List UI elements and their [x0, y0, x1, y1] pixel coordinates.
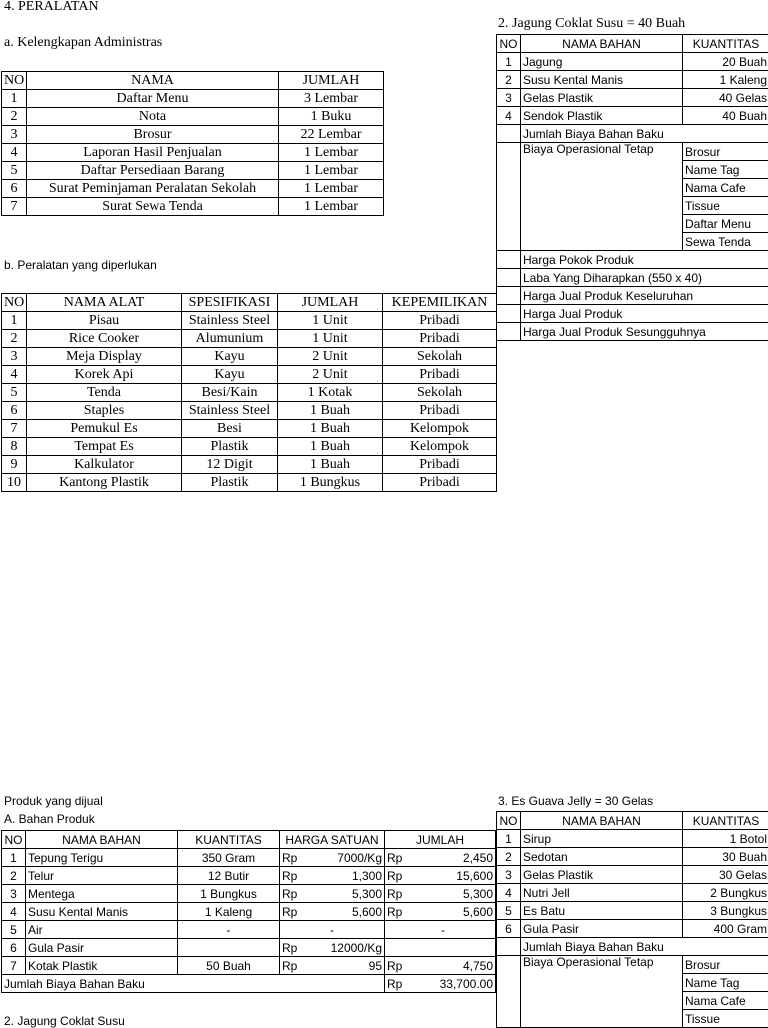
- jagung-biaya-row: [497, 143, 768, 161]
- jagung-jumlah-row: [497, 125, 768, 143]
- produk-harga: [280, 867, 385, 885]
- table-row: [2, 330, 497, 348]
- jagung-extra-label: Harga Jual Produk: [521, 305, 768, 323]
- equipment-header-no: NO: [2, 294, 27, 312]
- equipment-jumlah: 1 Buah: [278, 438, 383, 456]
- empty-cell: [497, 251, 521, 269]
- jagung-extra-row: [497, 269, 768, 287]
- produk-harga-value: 7000/Kg: [337, 852, 382, 864]
- produk-harga: [280, 885, 385, 903]
- produk-nama: Tepung Terigu: [26, 849, 178, 867]
- guava-no: 6: [497, 920, 521, 938]
- jagung-kuantitas: 1 Kaleng: [683, 71, 768, 89]
- jagung-extra-label: Harga Pokok Produk: [521, 251, 768, 269]
- equipment-spesifikasi: Besi: [182, 420, 278, 438]
- guava-jumlah-row: [497, 938, 768, 956]
- produk-kuantitas: [178, 939, 280, 957]
- admin-nama: Nota: [27, 108, 279, 126]
- admin-jumlah: 1 Lembar: [279, 162, 384, 180]
- currency-label: Rp: [282, 960, 297, 972]
- jagung-extra-label: Laba Yang Diharapkan (550 x 40): [521, 269, 768, 287]
- produk-kuantitas: 350 Gram: [178, 849, 280, 867]
- admin-no: 7: [2, 198, 27, 216]
- produk-nama: Air: [26, 921, 178, 939]
- guava-table: [496, 811, 768, 1028]
- admin-jumlah: 3 Lembar: [279, 90, 384, 108]
- currency-label: Rp: [387, 888, 402, 900]
- produk-jumlah: [385, 849, 496, 867]
- admin-no: 2: [2, 108, 27, 126]
- equipment-no: 8: [2, 438, 27, 456]
- produk-jumlah-value: 15,600: [456, 870, 493, 882]
- equipment-nama: Rice Cooker: [27, 330, 182, 348]
- equipment-nama: Kantong Plastik: [27, 474, 182, 492]
- jagung-nama: Susu Kental Manis: [521, 71, 683, 89]
- table-row: [2, 162, 384, 180]
- equipment-header-nama: NAMA ALAT: [27, 294, 182, 312]
- admin-no: 6: [2, 180, 27, 198]
- equipment-kepemilikan: Pribadi: [383, 312, 497, 330]
- table-row: [2, 366, 497, 384]
- produk-no: 3: [2, 885, 26, 903]
- equipment-nama: Meja Display: [27, 348, 182, 366]
- produk-harga-value: 5,600: [352, 906, 382, 918]
- table-row: [2, 108, 384, 126]
- produk-harga-value: 5,300: [352, 888, 382, 900]
- currency-label: Rp: [387, 960, 402, 972]
- equipment-jumlah: 1 Unit: [278, 312, 383, 330]
- table-row: [2, 849, 496, 867]
- guava-biaya-item: Name Tag: [683, 974, 768, 992]
- produk-header-no: NO: [2, 831, 26, 849]
- empty-cell: [497, 956, 521, 1028]
- produk-total-wrap: [387, 978, 493, 990]
- equipment-spesifikasi: Kayu: [182, 348, 278, 366]
- equipment-spesifikasi: Kayu: [182, 366, 278, 384]
- produk-jumlah: [385, 885, 496, 903]
- produk-harga: [280, 957, 385, 975]
- produk-jumlah-value: 5,600: [463, 906, 493, 918]
- produk-nama: Kotak Plastik: [26, 957, 178, 975]
- equipment-table: [1, 293, 497, 492]
- guava-jumlah-label: Jumlah Biaya Bahan Baku: [521, 938, 768, 956]
- admin-header-row: [2, 72, 384, 90]
- table-row: [497, 71, 768, 89]
- table-row: [497, 902, 768, 920]
- produk-jumlah-value: 5,300: [463, 888, 493, 900]
- jagung-biaya-label: Biaya Operasional Tetap: [521, 143, 683, 251]
- equipment-nama: Kalkulator: [27, 456, 182, 474]
- jagung-biaya-item: Name Tag: [683, 161, 768, 179]
- jagung-no: 3: [497, 89, 521, 107]
- jagung-biaya-item: Daftar Menu: [683, 215, 768, 233]
- produk-kuantitas: 1 Kaleng: [178, 903, 280, 921]
- jagung-nama: Jagung: [521, 53, 683, 71]
- section-title: 4. PERALATAN: [4, 0, 99, 14]
- equipment-nama: Korek Api: [27, 366, 182, 384]
- guava-no: 1: [497, 830, 521, 848]
- produk-harga: [280, 903, 385, 921]
- equipment-jumlah: 1 Buah: [278, 456, 383, 474]
- guava-no: 2: [497, 848, 521, 866]
- equipment-no: 3: [2, 348, 27, 366]
- produk-no: 2: [2, 867, 26, 885]
- equipment-jumlah: 1 Buah: [278, 402, 383, 420]
- table-row: [2, 420, 497, 438]
- admin-nama: Surat Peminjaman Peralatan Sekolah: [27, 180, 279, 198]
- table-row: [2, 90, 384, 108]
- produk-header-jumlah: JUMLAH: [385, 831, 496, 849]
- produk-harga-value: 1,300: [352, 870, 382, 882]
- guava-kuantitas: 2 Bungkus: [683, 884, 768, 902]
- table-row: [2, 348, 497, 366]
- produk-next-title: 2. Jagung Coklat Susu: [4, 1015, 125, 1027]
- produk-header-nama: NAMA BAHAN: [26, 831, 178, 849]
- admin-nama: Daftar Persediaan Barang: [27, 162, 279, 180]
- table-row: [2, 126, 384, 144]
- equipment-kepemilikan: Pribadi: [383, 330, 497, 348]
- produk-harga-wrap: [282, 960, 382, 972]
- guava-header-kuantitas: KUANTITAS: [683, 812, 768, 830]
- produk-jumlah-wrap: [387, 870, 493, 882]
- produk-harga-wrap: [282, 906, 382, 918]
- table-row: [2, 957, 496, 975]
- jagung-nama: Sendok Plastik: [521, 107, 683, 125]
- equipment-nama: Tenda: [27, 384, 182, 402]
- table-row: [497, 107, 768, 125]
- empty-cell: [497, 305, 521, 323]
- jagung-extra-label: Harga Jual Produk Keseluruhan: [521, 287, 768, 305]
- produk-harga-value: 95: [369, 960, 382, 972]
- equipment-no: 5: [2, 384, 27, 402]
- guava-nama: Sirup: [521, 830, 683, 848]
- guava-no: 3: [497, 866, 521, 884]
- produk-jumlah-wrap: [387, 888, 493, 900]
- equipment-no: 7: [2, 420, 27, 438]
- jagung-no: 1: [497, 53, 521, 71]
- produk-jumlah-wrap: [387, 960, 493, 972]
- equipment-no: 2: [2, 330, 27, 348]
- jagung-nama: Gelas Plastik: [521, 89, 683, 107]
- produk-harga-value: 12000/Kg: [331, 942, 382, 954]
- admin-nama: Daftar Menu: [27, 90, 279, 108]
- equipment-nama: Tempat Es: [27, 438, 182, 456]
- table-row: [2, 921, 496, 939]
- equipment-jumlah: 1 Kotak: [278, 384, 383, 402]
- table-row: [2, 456, 497, 474]
- empty-cell: [497, 287, 521, 305]
- table-row: [2, 885, 496, 903]
- equipment-nama: Staples: [27, 402, 182, 420]
- guava-no: 4: [497, 884, 521, 902]
- jagung-header-nama: NAMA BAHAN: [521, 35, 683, 53]
- produk-jumlah-value: 4,750: [463, 960, 493, 972]
- empty-cell: [497, 269, 521, 287]
- equipment-jumlah: 2 Unit: [278, 366, 383, 384]
- table-row: [2, 867, 496, 885]
- currency-label: Rp: [387, 978, 402, 990]
- jagung-extra-row: [497, 305, 768, 323]
- table-row: [497, 830, 768, 848]
- equipment-spesifikasi: Besi/Kain: [182, 384, 278, 402]
- equipment-header-kepemilikan: KEPEMILIKAN: [383, 294, 497, 312]
- produk-harga: [280, 939, 385, 957]
- equipment-spesifikasi: Alumunium: [182, 330, 278, 348]
- produk-no: 5: [2, 921, 26, 939]
- equipment-title: b. Peralatan yang diperlukan: [4, 259, 157, 271]
- admin-jumlah: 1 Lembar: [279, 180, 384, 198]
- currency-label: Rp: [282, 906, 297, 918]
- currency-label: Rp: [387, 870, 402, 882]
- produk-nama: Susu Kental Manis: [26, 903, 178, 921]
- table-row: [2, 180, 384, 198]
- currency-label: Rp: [387, 906, 402, 918]
- jagung-no: 2: [497, 71, 521, 89]
- equipment-kepemilikan: Sekolah: [383, 348, 497, 366]
- produk-jumlah: [385, 957, 496, 975]
- equipment-jumlah: 1 Bungkus: [278, 474, 383, 492]
- admin-jumlah: 1 Lembar: [279, 144, 384, 162]
- guava-nama: Es Batu: [521, 902, 683, 920]
- jagung-biaya-item: Brosur: [683, 143, 768, 161]
- admin-table: [1, 71, 384, 216]
- admin-nama: Surat Sewa Tenda: [27, 198, 279, 216]
- produk-no: 1: [2, 849, 26, 867]
- produk-jumlah-wrap: [387, 906, 493, 918]
- produk-harga: -: [280, 921, 385, 939]
- produk-header-kuantitas: KUANTITAS: [178, 831, 280, 849]
- guava-biaya-label: Biaya Operasional Tetap: [521, 956, 683, 1028]
- guava-biaya-item: Tissue: [683, 1010, 768, 1028]
- produk-table: [1, 830, 496, 993]
- table-row: [2, 384, 497, 402]
- jagung-kuantitas: 40 Buah: [683, 107, 768, 125]
- table-row: [2, 312, 497, 330]
- guava-kuantitas: 30 Gelas: [683, 866, 768, 884]
- table-row: [2, 939, 496, 957]
- guava-nama: Sedotan: [521, 848, 683, 866]
- table-row: [497, 848, 768, 866]
- admin-header-no: NO: [2, 72, 27, 90]
- admin-no: 4: [2, 144, 27, 162]
- produk-jumlah-value: 2,450: [463, 852, 493, 864]
- guava-biaya-item: Brosur: [683, 956, 768, 974]
- equipment-spesifikasi: Plastik: [182, 474, 278, 492]
- admin-jumlah: 1 Buku: [279, 108, 384, 126]
- produk-no: 4: [2, 903, 26, 921]
- jagung-extra-row: [497, 323, 768, 341]
- admin-nama: Laporan Hasil Penjualan: [27, 144, 279, 162]
- jagung-header-no: NO: [497, 35, 521, 53]
- produk-total-label: Jumlah Biaya Bahan Baku: [2, 975, 385, 993]
- equipment-kepemilikan: Pribadi: [383, 366, 497, 384]
- admin-header-nama: NAMA: [27, 72, 279, 90]
- guava-kuantitas: 3 Bungkus: [683, 902, 768, 920]
- table-row: [497, 53, 768, 71]
- produk-total-row: [2, 975, 496, 993]
- equipment-no: 4: [2, 366, 27, 384]
- guava-biaya-row: [497, 956, 768, 974]
- produk-header-row: [2, 831, 496, 849]
- produk-total-value: [385, 975, 496, 993]
- equipment-spesifikasi: 12 Digit: [182, 456, 278, 474]
- produk-harga-wrap: [282, 888, 382, 900]
- equipment-kepemilikan: Pribadi: [383, 474, 497, 492]
- jagung-extra-row: [497, 251, 768, 269]
- empty-cell: [497, 143, 521, 251]
- admin-header-jumlah: JUMLAH: [279, 72, 384, 90]
- guava-nama: Gelas Plastik: [521, 866, 683, 884]
- equipment-jumlah: 2 Unit: [278, 348, 383, 366]
- produk-kuantitas: -: [178, 921, 280, 939]
- guava-title: 3. Es Guava Jelly = 30 Gelas: [498, 795, 653, 807]
- guava-nama: Gula Pasir: [521, 920, 683, 938]
- equipment-header-spesifikasi: SPESIFIKASI: [182, 294, 278, 312]
- equipment-kepemilikan: Kelompok: [383, 438, 497, 456]
- equipment-kepemilikan: Kelompok: [383, 420, 497, 438]
- admin-jumlah: 22 Lembar: [279, 126, 384, 144]
- jagung-header-kuantitas: KUANTITAS: [683, 35, 768, 53]
- produk-jumlah: [385, 867, 496, 885]
- produk-no: 7: [2, 957, 26, 975]
- admin-title: a. Kelengkapan Administras: [4, 36, 162, 50]
- table-row: [497, 884, 768, 902]
- table-row: [2, 144, 384, 162]
- guava-header-row: [497, 812, 768, 830]
- produk-total-amount: 33,700.00: [440, 978, 493, 990]
- table-row: [2, 402, 497, 420]
- jagung-kuantitas: 40 Gelas: [683, 89, 768, 107]
- equipment-nama: Pisau: [27, 312, 182, 330]
- produk-harga-wrap: [282, 852, 382, 864]
- admin-no: 5: [2, 162, 27, 180]
- produk-nama: Mentega: [26, 885, 178, 903]
- equipment-jumlah: 1 Unit: [278, 330, 383, 348]
- admin-no: 3: [2, 126, 27, 144]
- admin-nama: Brosur: [27, 126, 279, 144]
- equipment-nama: Pemukul Es: [27, 420, 182, 438]
- table-row: [2, 903, 496, 921]
- table-row: [497, 920, 768, 938]
- guava-biaya-item: Nama Cafe: [683, 992, 768, 1010]
- equipment-no: 9: [2, 456, 27, 474]
- currency-label: Rp: [282, 852, 297, 864]
- produk-kuantitas: 1 Bungkus: [178, 885, 280, 903]
- empty-cell: [497, 125, 521, 143]
- empty-cell: [497, 938, 521, 956]
- table-row: [497, 866, 768, 884]
- produk-subtitle: A. Bahan Produk: [4, 813, 95, 825]
- guava-no: 5: [497, 902, 521, 920]
- jagung-kuantitas: 20 Buah: [683, 53, 768, 71]
- equipment-kepemilikan: Sekolah: [383, 384, 497, 402]
- guava-kuantitas: 30 Buah: [683, 848, 768, 866]
- produk-kuantitas: 12 Butir: [178, 867, 280, 885]
- guava-header-nama: NAMA BAHAN: [521, 812, 683, 830]
- jagung-table: [496, 34, 768, 341]
- table-row: [2, 198, 384, 216]
- jagung-extra-row: [497, 287, 768, 305]
- equipment-header-row: [2, 294, 497, 312]
- equipment-spesifikasi: Stainless Steel: [182, 312, 278, 330]
- currency-label: Rp: [282, 870, 297, 882]
- jagung-biaya-item: Nama Cafe: [683, 179, 768, 197]
- table-row: [497, 89, 768, 107]
- jagung-jumlah-label: Jumlah Biaya Bahan Baku: [521, 125, 768, 143]
- guava-kuantitas: 400 Gram: [683, 920, 768, 938]
- equipment-no: 6: [2, 402, 27, 420]
- currency-label: Rp: [282, 942, 297, 954]
- jagung-header-row: [497, 35, 768, 53]
- jagung-extra-label: Harga Jual Produk Sesungguhnya: [521, 323, 768, 341]
- jagung-title: 2. Jagung Coklat Susu = 40 Buah: [498, 17, 685, 31]
- currency-label: Rp: [387, 852, 402, 864]
- jagung-biaya-item: Sewa Tenda: [683, 233, 768, 251]
- table-row: [2, 438, 497, 456]
- guava-kuantitas: 1 Botol: [683, 830, 768, 848]
- produk-nama: Telur: [26, 867, 178, 885]
- admin-no: 1: [2, 90, 27, 108]
- currency-label: Rp: [282, 888, 297, 900]
- equipment-kepemilikan: Pribadi: [383, 402, 497, 420]
- equipment-no: 1: [2, 312, 27, 330]
- equipment-kepemilikan: Pribadi: [383, 456, 497, 474]
- equipment-header-jumlah: JUMLAH: [278, 294, 383, 312]
- jagung-no: 4: [497, 107, 521, 125]
- produk-harga-wrap: [282, 942, 382, 954]
- table-row: [2, 474, 497, 492]
- admin-jumlah: 1 Lembar: [279, 198, 384, 216]
- produk-header-harga: HARGA SATUAN: [280, 831, 385, 849]
- produk-harga-wrap: [282, 870, 382, 882]
- jagung-biaya-item: Tissue: [683, 197, 768, 215]
- guava-nama: Nutri Jell: [521, 884, 683, 902]
- equipment-jumlah: 1 Buah: [278, 420, 383, 438]
- produk-harga: [280, 849, 385, 867]
- produk-no: 6: [2, 939, 26, 957]
- produk-title: Produk yang dijual: [4, 795, 103, 807]
- equipment-spesifikasi: Stainless Steel: [182, 402, 278, 420]
- produk-jumlah: [385, 939, 496, 957]
- equipment-no: 10: [2, 474, 27, 492]
- empty-cell: [497, 323, 521, 341]
- produk-jumlah: -: [385, 921, 496, 939]
- equipment-spesifikasi: Plastik: [182, 438, 278, 456]
- produk-jumlah-wrap: [387, 852, 493, 864]
- produk-kuantitas: 50 Buah: [178, 957, 280, 975]
- produk-jumlah: [385, 903, 496, 921]
- guava-header-no: NO: [497, 812, 521, 830]
- produk-nama: Gula Pasir: [26, 939, 178, 957]
